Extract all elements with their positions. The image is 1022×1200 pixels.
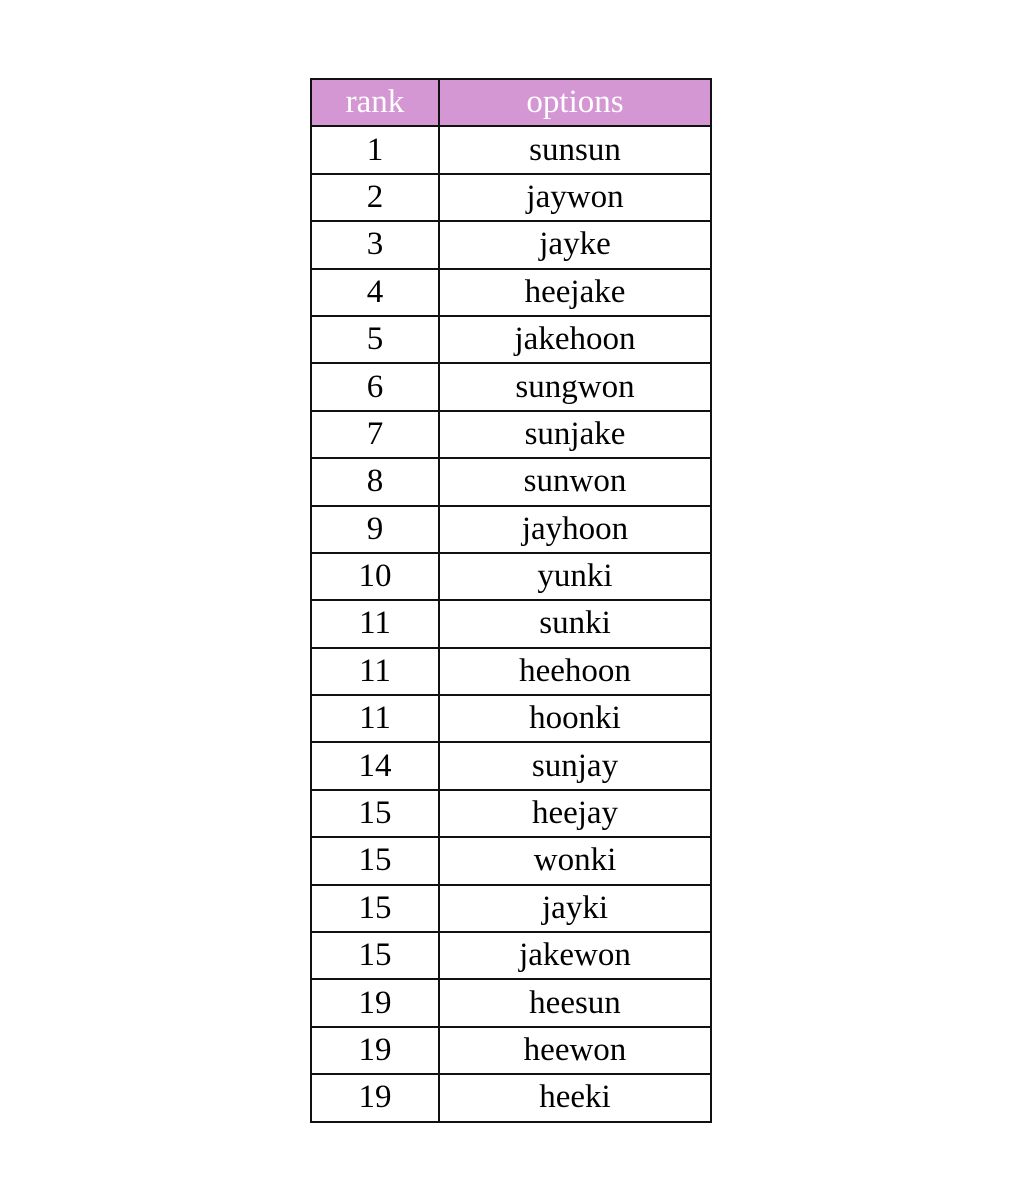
- table-row: [311, 979, 711, 1026]
- table-row: [311, 742, 711, 789]
- rank-cell: 6: [311, 363, 439, 410]
- option-cell: wonki: [439, 837, 711, 884]
- table-body: [311, 126, 711, 1121]
- option-cell: sunwon: [439, 458, 711, 505]
- option-cell: heewon: [439, 1027, 711, 1074]
- table-row: [311, 363, 711, 410]
- header-row: [311, 79, 711, 126]
- rank-cell: 5: [311, 316, 439, 363]
- option-cell: heesun: [439, 979, 711, 1026]
- rank-cell: 14: [311, 742, 439, 789]
- rank-cell: 15: [311, 932, 439, 979]
- table-row: [311, 269, 711, 316]
- table-row: [311, 221, 711, 268]
- rank-cell: 1: [311, 126, 439, 173]
- rank-cell: 11: [311, 695, 439, 742]
- option-cell: heejake: [439, 269, 711, 316]
- option-cell: sunjake: [439, 411, 711, 458]
- rank-cell: 19: [311, 1027, 439, 1074]
- option-cell: jakewon: [439, 932, 711, 979]
- rank-cell: 7: [311, 411, 439, 458]
- table-header: [311, 79, 711, 126]
- rank-column-header: rank: [311, 79, 439, 126]
- rank-cell: 4: [311, 269, 439, 316]
- table-row: [311, 126, 711, 173]
- options-column-header: options: [439, 79, 711, 126]
- rank-cell: 15: [311, 790, 439, 837]
- option-cell: yunki: [439, 553, 711, 600]
- rank-cell: 19: [311, 979, 439, 1026]
- option-cell: jayke: [439, 221, 711, 268]
- rank-cell: 11: [311, 648, 439, 695]
- rank-cell: 2: [311, 174, 439, 221]
- option-cell: jaywon: [439, 174, 711, 221]
- option-cell: sunsun: [439, 126, 711, 173]
- option-cell: hoonki: [439, 695, 711, 742]
- ranking-table: [310, 78, 712, 1123]
- option-cell: sunki: [439, 600, 711, 647]
- table-row: [311, 648, 711, 695]
- option-cell: sungwon: [439, 363, 711, 410]
- table-row: [311, 553, 711, 600]
- rank-cell: 3: [311, 221, 439, 268]
- table-row: [311, 837, 711, 884]
- option-cell: heejay: [439, 790, 711, 837]
- table-row: [311, 174, 711, 221]
- rank-cell: 9: [311, 506, 439, 553]
- table-row: [311, 411, 711, 458]
- rank-cell: 15: [311, 885, 439, 932]
- table-row: [311, 695, 711, 742]
- table-row: [311, 885, 711, 932]
- option-cell: heeki: [439, 1074, 711, 1121]
- option-cell: jayhoon: [439, 506, 711, 553]
- table-row: [311, 458, 711, 505]
- option-cell: jakehoon: [439, 316, 711, 363]
- table-row: [311, 932, 711, 979]
- option-cell: jayki: [439, 885, 711, 932]
- option-cell: sunjay: [439, 742, 711, 789]
- rank-cell: 10: [311, 553, 439, 600]
- table-row: [311, 506, 711, 553]
- table-row: [311, 316, 711, 363]
- table-row: [311, 790, 711, 837]
- option-cell: heehoon: [439, 648, 711, 695]
- table-row: [311, 1074, 711, 1121]
- rank-cell: 11: [311, 600, 439, 647]
- rank-cell: 15: [311, 837, 439, 884]
- rank-cell: 19: [311, 1074, 439, 1121]
- table-row: [311, 600, 711, 647]
- rank-cell: 8: [311, 458, 439, 505]
- table-row: [311, 1027, 711, 1074]
